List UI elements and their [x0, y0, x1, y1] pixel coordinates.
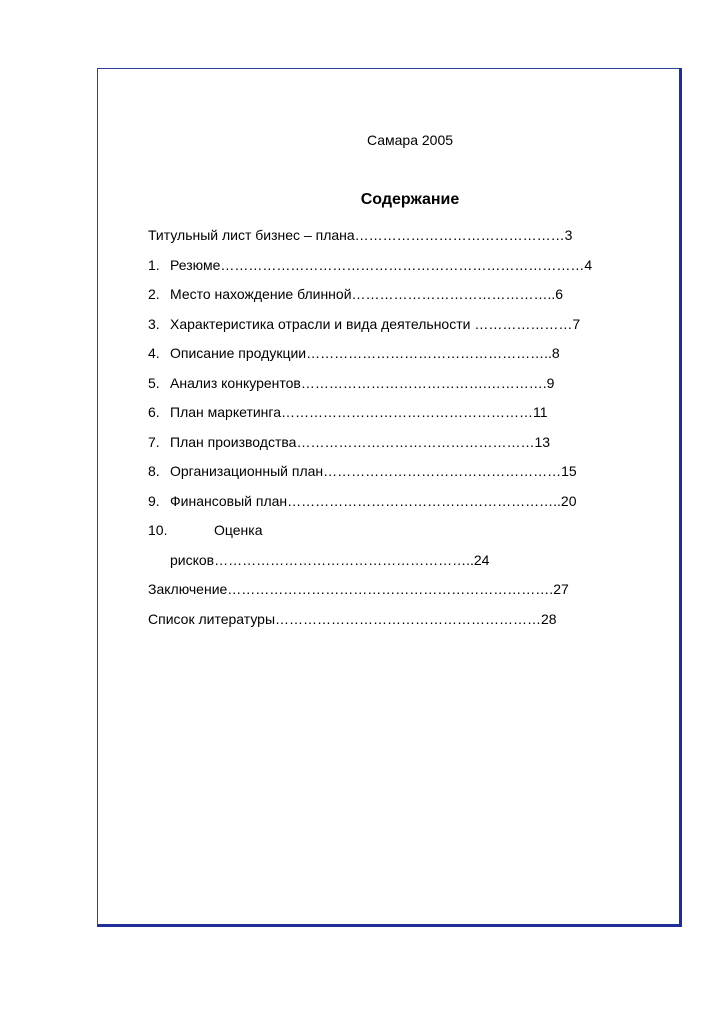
toc-entry-marketing: [148, 398, 678, 428]
toc-entry-text: План маркетинга………………………………………………11: [170, 404, 548, 420]
toc-entry-text: Финансовый план…………………………………………………..20: [170, 492, 577, 509]
toc-entry-text: Список литературы…………………………………………………28: [148, 610, 557, 627]
toc-entry-title-page: [148, 221, 678, 251]
toc-entry-summary: [148, 251, 678, 281]
toc-entry-number: 4.: [148, 345, 160, 361]
toc-entry-number: 1.: [148, 256, 160, 273]
toc-entry-text: Заключение…………………………………………………………….27: [148, 581, 569, 597]
toc-entry-number: 8.: [148, 463, 160, 479]
toc-entry-text: Организационный план……………………………………………15: [170, 463, 577, 479]
toc-entry-conclusion: [148, 575, 678, 605]
toc-entry-products: [148, 339, 678, 369]
toc-entry-competitors: [148, 369, 678, 399]
toc-entry-text: Место нахождение блинной……………………………………..6: [170, 286, 564, 302]
toc-entry-organization: [148, 457, 678, 487]
toc-entry-references: [148, 605, 678, 635]
toc-entry-text: Характеристика отрасли и вида деятельности …………………7: [170, 315, 581, 332]
toc-entry-risks-continued: [148, 546, 678, 576]
toc-list: [148, 221, 678, 634]
toc-entry-text: рисков………………………………………………..24: [170, 551, 490, 568]
toc-entry-text: Резюме……………………………………………………………………4: [170, 256, 593, 273]
toc-entry-number: 10.: [148, 522, 168, 538]
toc-entry-number: 9.: [148, 492, 160, 509]
toc-entry-financial: [148, 487, 678, 517]
toc-title: Содержание: [360, 191, 460, 208]
toc-entry-number: 3.: [148, 315, 160, 332]
toc-entry-text: Оценка: [214, 522, 263, 538]
toc-entry-number: 5.: [148, 374, 160, 391]
toc-entry-industry: [148, 310, 678, 340]
city-year: Самара 2005: [366, 132, 454, 148]
toc-entry-text: Анализ конкурентов………………………………….………….9: [170, 374, 555, 391]
toc-entry-text: Описание продукции……………………………………………..8: [170, 345, 560, 361]
toc-entry-number: 2.: [148, 286, 160, 302]
toc-entry-location: [148, 280, 678, 310]
toc-entry-number: 6.: [148, 404, 160, 420]
toc-entry-risks: [148, 516, 678, 546]
toc-entry-text: План производства……………………………………………13: [170, 433, 551, 450]
toc-entry-text: Титульный лист бизнес – плана………………………………………3: [148, 227, 573, 243]
toc-entry-number: 7.: [148, 433, 160, 450]
toc-entry-production: [148, 428, 678, 458]
